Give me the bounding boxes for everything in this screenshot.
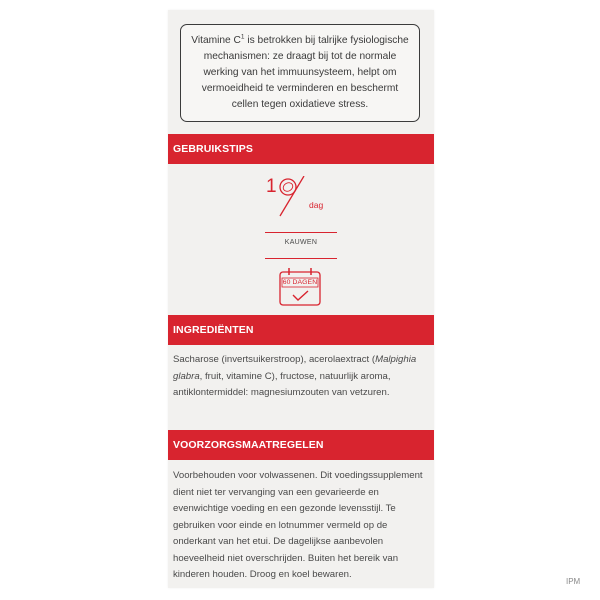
- ingredients-heading: INGREDIËNTEN: [168, 315, 434, 345]
- claim-text-part-1: Vitamine C: [191, 35, 241, 46]
- product-label-panel: [168, 10, 434, 588]
- ingredients-text-part-1: Sacharose (invertsuikerstroop), acerolaextract (: [173, 354, 376, 365]
- ingredients-text: [173, 352, 429, 402]
- usage-heading: GEBRUIKSTIPS: [168, 134, 434, 164]
- dose-per-day: [266, 176, 336, 224]
- duration-label: 60 DAGEN: [282, 279, 318, 286]
- ingredients-latin-name: Malpighia glabra: [173, 354, 417, 382]
- warnings-text: Voorbehouden voor volwassenen. Dit voedingssupplement dient niet ter vervanging van een gevarieerde en evenwichtige voeding en een gezonde levensstijl. Te gebruiken voor einde en lotnummer vermeld op de onderkant van het etui. De dagelijkse aanbevolen hoeveelheid niet overschrijden. Buiten het bereik van kinderen houden. Droog en koel bewaren.: [173, 470, 423, 580]
- health-claim-text: [189, 33, 411, 113]
- divider: [265, 258, 337, 259]
- calendar-check-icon: [275, 267, 325, 307]
- divider: [265, 232, 337, 233]
- claim-footnote-marker: 1: [240, 33, 245, 41]
- warnings-heading: VOORZORGSMAATREGELEN: [168, 430, 434, 460]
- dose-count: 1: [266, 176, 277, 197]
- ingredients-text-part-2: , fruit, vitamine C), fructose, natuurlijk aroma, antiklontermiddel: magnesiumzouten van vetzuren.: [173, 370, 391, 398]
- claim-text-part-2: is betrokken bij talrijke fysiologische mechanismen: ze draagt bij tot de normale werking van het immuunsysteem, helpt om vermoeidheid te verminderen en beschermt cellen tegen oxidatieve stress.: [201, 35, 409, 110]
- duration-calendar: [275, 267, 325, 307]
- watermark: IPM: [566, 577, 581, 586]
- tablet-icon: [266, 176, 336, 224]
- dose-unit: dag: [309, 200, 324, 210]
- health-claim-box: [180, 24, 420, 122]
- usage-method: KAUWEN: [284, 239, 318, 246]
